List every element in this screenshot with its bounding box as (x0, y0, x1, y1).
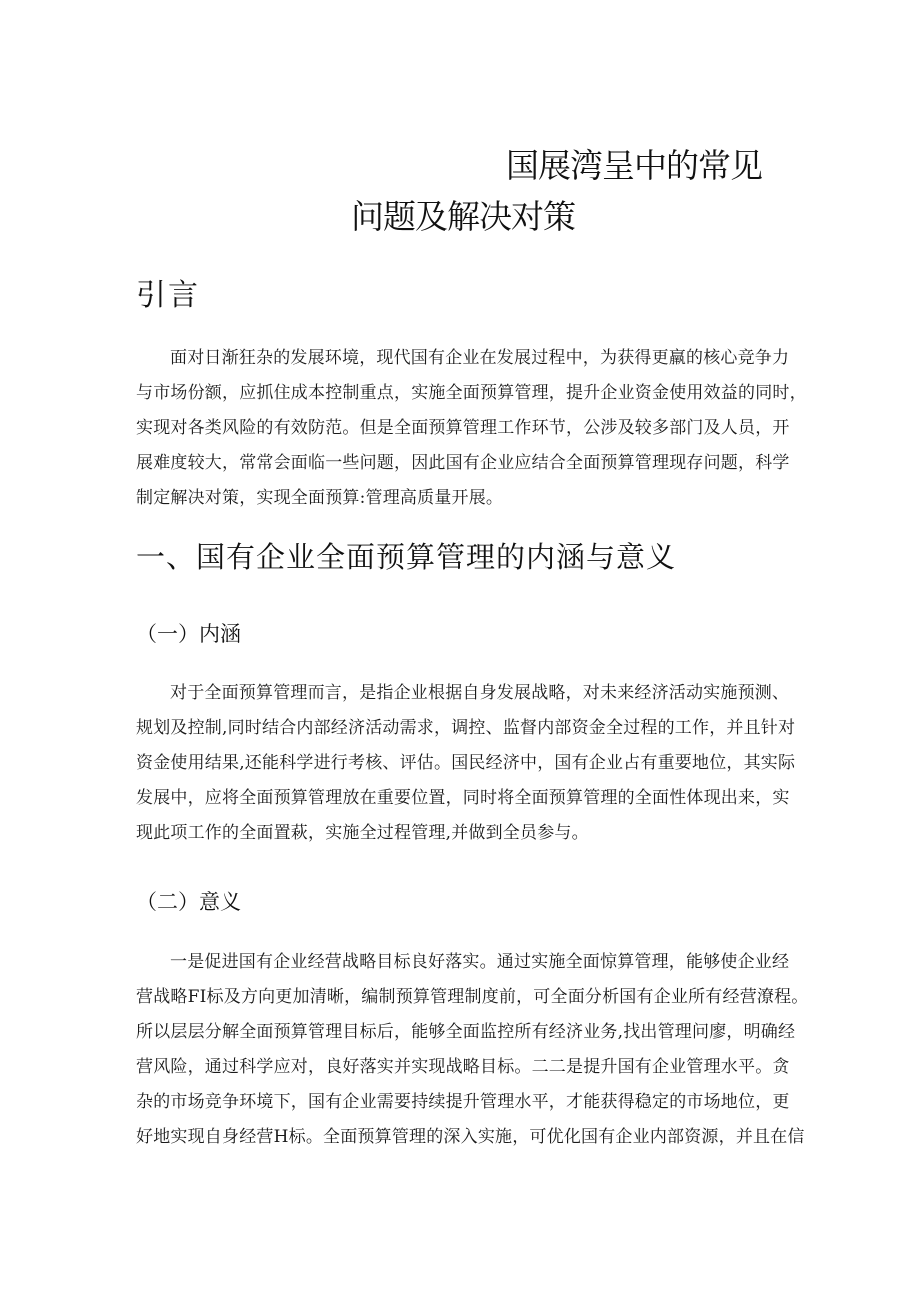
intro-heading: 引言 (136, 278, 200, 313)
paragraph-line: 所以层层分解全面预算管理目标后，能够全面监控所有经济业务,找出管理问廖，明确经 (136, 1022, 796, 1042)
paragraph-line: 展难度较大，常常会面临一些问题，因此国有企业应结合全面预算管理现存问题，科学 (136, 453, 790, 473)
subsection-1-heading: （一）内涵 (136, 622, 241, 646)
paragraph-line: 资金使用结果,还能科学进行考核、评估。国民经济中，国有企业占有重要地位，其实际 (136, 753, 796, 773)
subsection-2-paragraph (136, 945, 809, 1155)
paragraph-line: 好地实现自身经营H标。全面预算管理的深入实施，可优化国有企业内部资源，并且在信 (136, 1127, 805, 1147)
paragraph-line: 发展中，应将全面预算管理放在重要位置，同时将全面预算管理的全面性体现出来，实 (136, 788, 790, 808)
paragraph-line: 规划及控制,同时结合内部经济活动需求，调控、监督内部资金全过程的工作，并且针对 (136, 718, 796, 738)
paragraph-line: 对于全面预算管理而言，是指企业根据自身发展战略，对未来经济活动实施预测、 (170, 683, 790, 703)
paragraph-line: 营战略FI标及方向更加清晰，编制预算管理制度前，可全面分析国有企业所有经营潦程。 (136, 987, 809, 1007)
paragraph-line: 现此项工作的全面置萩，实施全过程管理,并做到全员参与。 (136, 823, 589, 843)
paragraph-line: 与市场份额，应抓住成本控制重点，实施全面预算管理，提升企业资金使用效益的同时， (136, 383, 807, 403)
paragraph-line: 制定解决对策，实现全面预算:管理高质量开展。 (136, 488, 504, 508)
paragraph-line: 杂的市场竞争环境下，国有企业需要持续提升管理水平，才能获得稳定的市场地位，更 (136, 1092, 790, 1112)
paragraph-line: 实现对各类风险的有效防范。但是全面预算管理工作环节，公涉及较多部门及人员，开 (136, 418, 790, 438)
subsection-2-heading: （二）意义 (136, 890, 241, 914)
intro-paragraph (136, 341, 807, 516)
document-title-line-1: 国展湾呈中的常见 (506, 146, 762, 185)
subsection-1-paragraph (136, 676, 796, 851)
paragraph-line: 面对日渐狂杂的发展环境，现代国有企业在发展过程中，为获得更羸的核心竞争力 (170, 348, 790, 368)
document-title-line-2: 问题及解决对策 (351, 197, 575, 236)
paragraph-line: 营风险，通过科学应对，良好落实并实现战略目标。二二是提升国有企业管理水平。贪 (136, 1057, 790, 1077)
paragraph-line: 一是促进国有企业经营战略目标良好落实。通过实施全面惊算管理，能够使企业经 (170, 952, 790, 972)
section-1-heading: 一、国有企业全面预算管理的内涵与意义 (136, 540, 677, 574)
